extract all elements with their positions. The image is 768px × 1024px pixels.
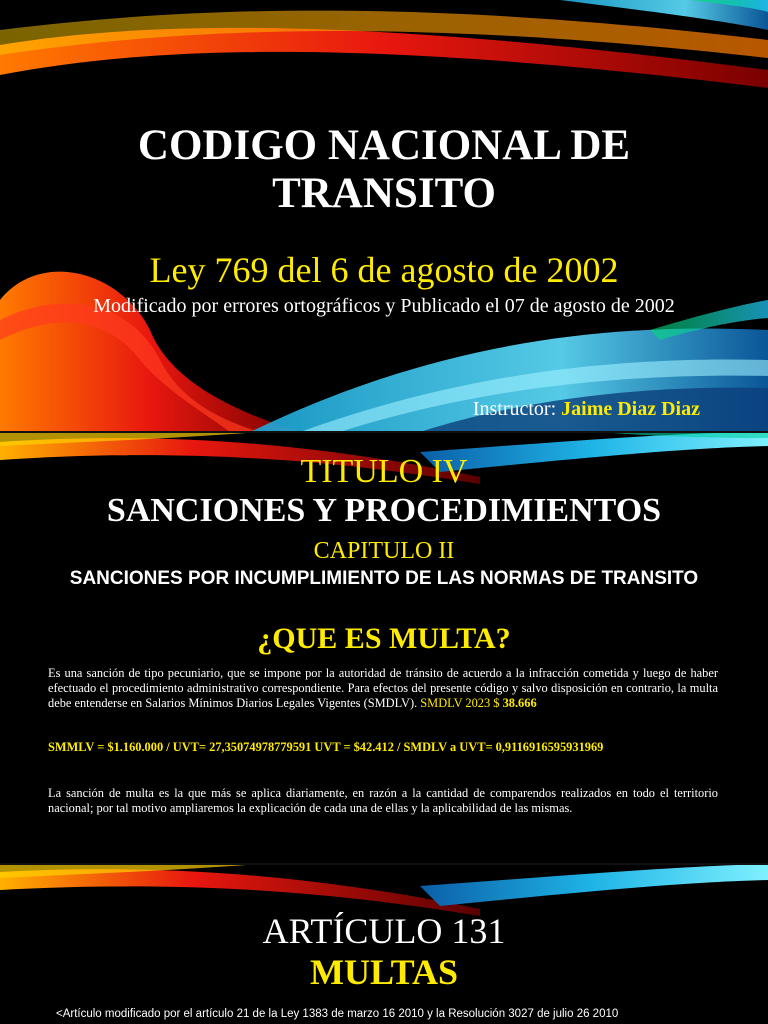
articulo-heading: ARTÍCULO 131 [262, 911, 506, 951]
slide-articulo [0, 864, 768, 1024]
modificado-text: Modificado por errores ortográficos y Publicado el 07 de agosto de 2002 [93, 295, 675, 317]
capitulo-heading: CAPITULO II [313, 538, 455, 564]
articulo-note: <Artículo modificado por el artículo 21 de la Ley 1383 de marzo 16 2010 y la Resolución 3027 de julio 26 2010 [56, 1008, 619, 1020]
values-line: SMMLV = $1.160.000 / UVT= 27,35074978779591 UVT = $42.412 / SMDLV a UVT= 0,9116916595931969 [48, 740, 604, 754]
titulo-heading: TITULO IV [300, 453, 468, 490]
smdlv-label: SMDLV 2023 $ [420, 696, 503, 710]
slide-divider [0, 431, 768, 433]
main-title-line1: CODIGO NACIONAL DE [137, 122, 631, 169]
smdlv-value: 38.666 [502, 696, 537, 710]
slide-title [0, 0, 768, 432]
instructor-label: Instructor: [472, 398, 562, 420]
normas-heading: SANCIONES POR INCUMPLIMIENTO DE LAS NORMAS DE TRANSITO [69, 568, 699, 589]
main-title [0, 122, 768, 218]
slide-sanciones [0, 432, 768, 864]
multa-definition-text: Es una sanción de tipo pecuniario, que se impone por la autoridad de tránsito de acuerdo a la infracción cometida y luego de haber efectuado el procedimiento administrativo correspondiente. Para efectos del presente código y salvo disposición en contrario, la multa debe entenderse en Salarios Mínimos Diarios Legales Vigentes (SMDLV). [48, 666, 718, 710]
slide-divider [0, 863, 768, 865]
sanciones-heading: SANCIONES Y PROCEDIMIENTOS [106, 492, 662, 529]
que-es-multa-heading: ¿QUE ES MULTA? [257, 622, 511, 655]
multas-heading: MULTAS [309, 952, 459, 992]
instructor-line [0, 396, 700, 422]
ley-subtitle: Ley 769 del 6 de agosto de 2002 [149, 250, 619, 290]
main-title-line2: TRANSITO [272, 170, 496, 217]
instructor-name: Jaime Diaz Diaz [561, 398, 700, 420]
multa-explanation: La sanción de multa es la que más se aplica diariamente, en razón a la cantidad de comparendos realizados en todo el territorio nacional; por tal motivo ampliaremos la explicación de cada una de ellas y la aplicabilidad de las mismas. [48, 786, 718, 815]
multa-definition [48, 666, 718, 711]
